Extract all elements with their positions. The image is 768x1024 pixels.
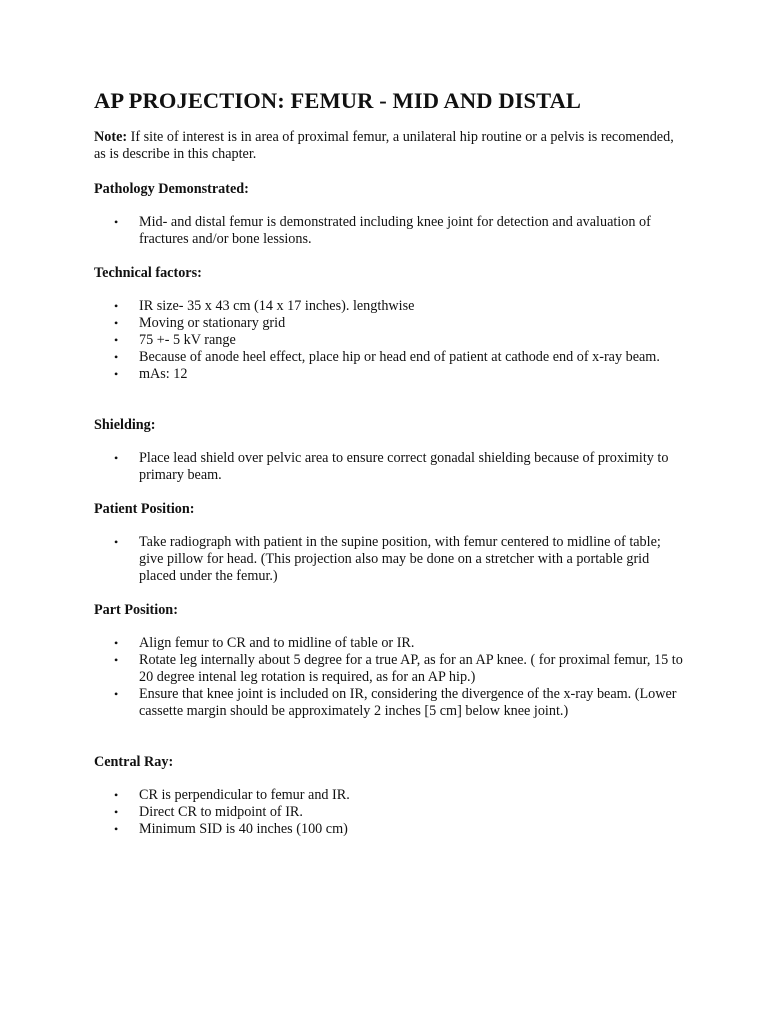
list-item: [94, 315, 684, 332]
bullet-icon: •: [114, 822, 119, 836]
section-heading-shielding: Shielding:: [94, 417, 156, 433]
list-item-text: Because of anode heel effect, place hip or head end of patient at cathode end of x-ray beam.: [139, 349, 660, 365]
section-list-part-position: [94, 635, 684, 720]
page-title: AP PROJECTION: FEMUR - MID AND DISTAL: [94, 88, 582, 113]
list-item: [94, 450, 684, 484]
bullet-icon: •: [114, 653, 119, 667]
list-item-text: Place lead shield over pelvic area to ensure correct gonadal shielding because of proximity to primary beam.: [139, 450, 669, 483]
section-list-technical-factors: [94, 298, 684, 383]
list-item-text: mAs: 12: [139, 366, 188, 382]
bullet-icon: •: [114, 367, 119, 381]
list-item: [94, 787, 684, 804]
bullet-icon: •: [114, 299, 119, 313]
section-heading-part-position: Part Position:: [94, 602, 178, 618]
note-paragraph: [94, 129, 684, 163]
bullet-icon: •: [114, 316, 119, 330]
list-item: [94, 804, 684, 821]
list-item: [94, 652, 684, 686]
bullet-icon: •: [114, 535, 119, 549]
list-item: [94, 366, 684, 383]
list-item: [94, 821, 684, 838]
list-item-text: Ensure that knee joint is included on IR, considering the divergence of the x-ray beam. (Lower cassette margin should be approximately 2 inches [5 cm] below knee joint.): [139, 686, 677, 719]
list-item: [94, 635, 684, 652]
list-item: [94, 332, 684, 349]
section-list-central-ray: [94, 787, 684, 838]
list-item: [94, 298, 684, 315]
list-item-text: Align femur to CR and to midline of table or IR.: [139, 635, 415, 651]
bullet-icon: •: [114, 350, 119, 364]
section-heading-pathology: Pathology Demonstrated:: [94, 181, 249, 197]
section-heading-central-ray: Central Ray:: [94, 754, 174, 770]
note-text: If site of interest is in area of proximal femur, a unilateral hip routine or a pelvis is recomended, as is describe in this chapter.: [94, 129, 674, 162]
list-item-text: Mid- and distal femur is demonstrated including knee joint for detection and avaluation of fractures and/or bone lessions.: [139, 214, 651, 247]
bullet-icon: •: [114, 788, 119, 802]
bullet-icon: •: [114, 805, 119, 819]
list-item-text: Direct CR to midpoint of IR.: [139, 804, 303, 820]
list-item: [94, 686, 684, 720]
list-item-text: CR is perpendicular to femur and IR.: [139, 787, 350, 803]
section-list-shielding: [94, 450, 684, 484]
list-item-text: Take radiograph with patient in the supine position, with femur centered to midline of table; give pillow for head. (This projection also may be done on a stretcher with a portable grid placed under the femur.): [139, 534, 661, 584]
bullet-icon: •: [114, 451, 119, 465]
bullet-icon: •: [114, 215, 119, 229]
list-item-text: Minimum SID is 40 inches (100 cm): [139, 821, 348, 837]
section-heading-patient-position: Patient Position:: [94, 501, 195, 517]
bullet-icon: •: [114, 333, 119, 347]
bullet-icon: •: [114, 636, 119, 650]
list-item-text: Moving or stationary grid: [139, 315, 286, 331]
section-heading-technical-factors: Technical factors:: [94, 265, 202, 281]
section-list-patient-position: [94, 534, 684, 585]
bullet-icon: •: [114, 687, 119, 701]
list-item: [94, 214, 684, 248]
list-item: [94, 534, 684, 585]
list-item-text: IR size- 35 x 43 cm (14 x 17 inches). lengthwise: [139, 298, 415, 314]
list-item-text: 75 +- 5 kV range: [139, 332, 236, 348]
list-item-text: Rotate leg internally about 5 degree for a true AP, as for an AP knee. ( for proximal femur, 15 to 20 degree intenal leg rotation is required, as for an AP hip.): [139, 652, 683, 685]
note-label: Note:: [94, 129, 128, 145]
section-list-pathology: [94, 214, 684, 248]
list-item: [94, 349, 684, 366]
